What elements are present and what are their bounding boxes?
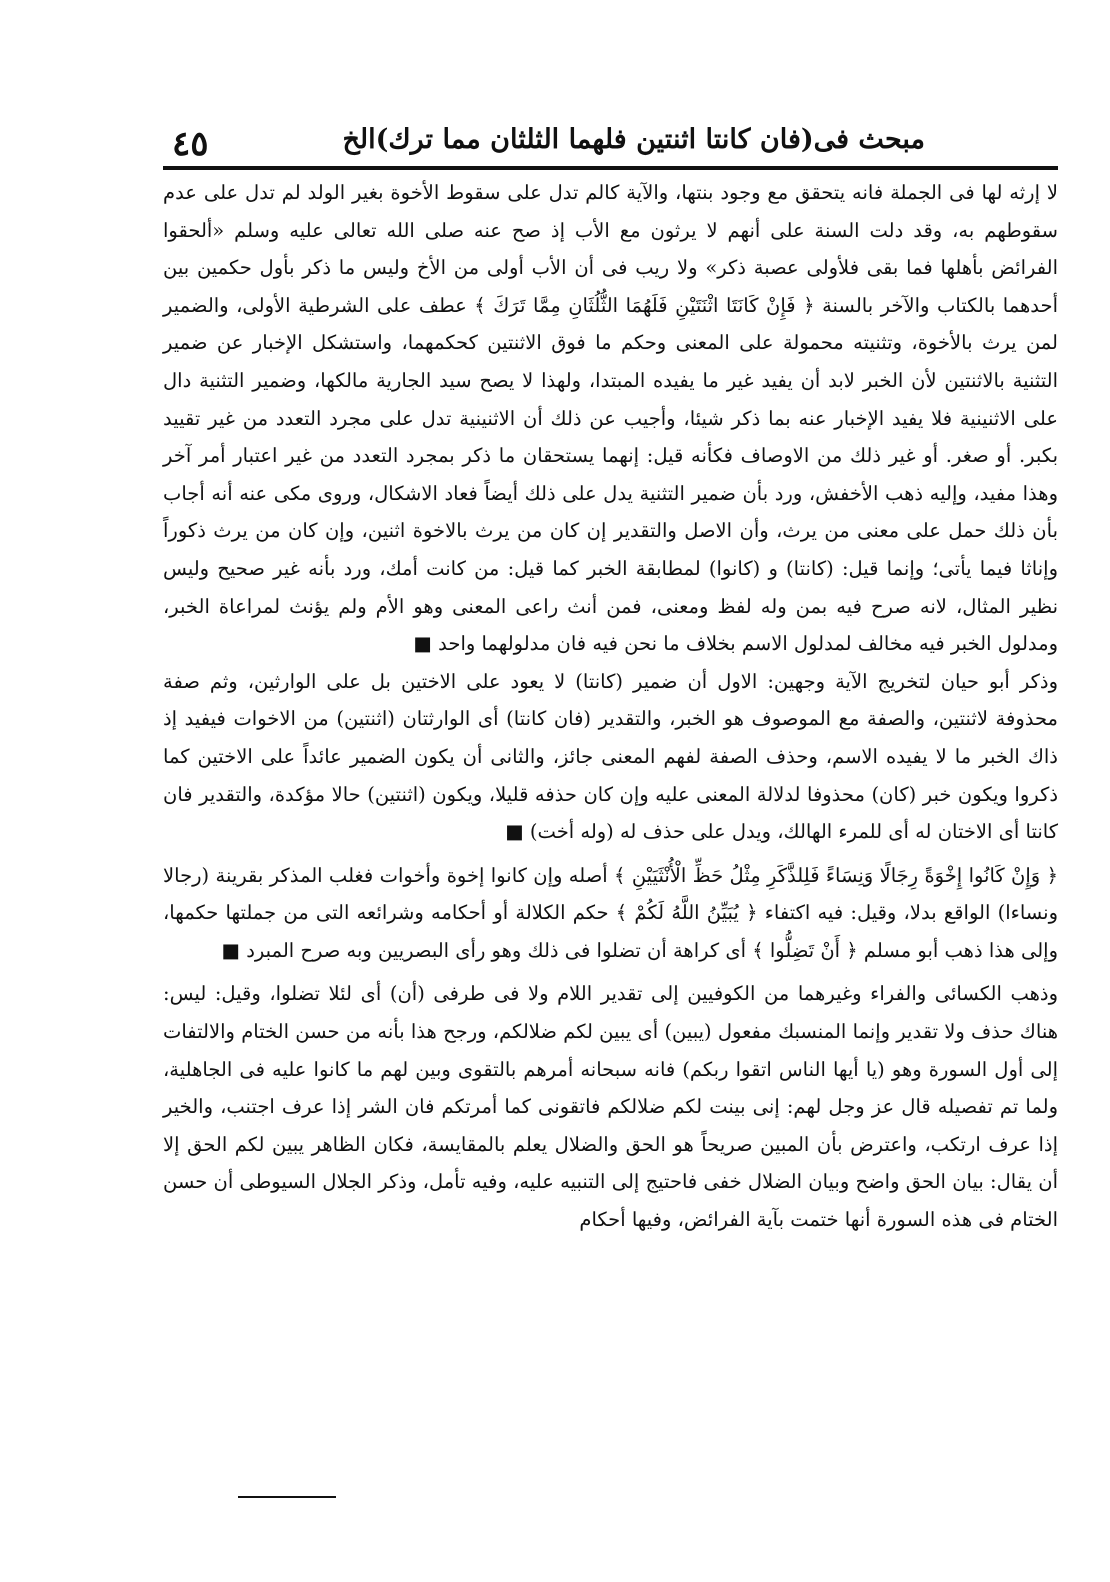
footnote-rule — [238, 1496, 336, 1498]
running-header: مبحث فى(فان كانتا اثنتين فلهما الثلثان مما ترك)الخ — [342, 124, 925, 155]
paragraph: وذكر أبو حيان لتخريج الآية وجهين: الاول أن ضمير (كانتا) لا يعود على الاختين بل على الوارثين، وثم صفة محذوفة لاثنتين، والصفة مع الموصوف هو الخبر، والتقدير (فان كانتا) أى الوارثتان (اثنتين) من الاخوات فيفيد إذ ذاك الخبر ما لا يفيده الاسم، وحذف الصفة لفهم المعنى جائز، والثانى أن يكون الضمير عائداً على الاختين كما ذكروا ويكون خبر (كان) محذوفا لدلالة المعنى عليه وإن كان حذفه قليلا، ويكون (اثنتين) حالا مؤكدة، والتقدير فان كانتا أى الاختان له أى للمرء الهالك، ويدل على حذف له (وله أخت) ■ — [163, 669, 1058, 844]
page-number: ٤٥ — [172, 124, 209, 164]
body-text — [163, 174, 1058, 1239]
paragraph: لا إرثه لها فى الجملة فانه يتحقق مع وجود بنتها، والآية كالم تدل على سقوط الأخوة بغير الولد لم تدل على عدم سقوطهم به، وقد دلت السنة على أنهم لا يرثون مع الأب إذ صح عنه صلى الله تعالى عليه وسلم «ألحقوا الفرائض بأهلها فما بقى فلأولى عصبة ذكر» ولا ريب فى أن الأب أولى من الأخ وليس ما ذكر بأول حكمين بين أحدهما بالكتاب والآخر بالسنة ﴿ فَإِنْ كَانَتَا اثْنَتَيْنِ فَلَهُمَا الثُّلُثَانِ مِمَّا تَرَكَ ﴾ عطف على الشرطية الأولى، والضمير لمن يرث بالأخوة، وتثنيته محمولة على المعنى وحكم ما فوق الاثنتين كحكمهما، واستشكل الإخبار عن ضمير التثنية بالاثنتين لأن الخبر لابد أن يفيد غير ما يفيده المبتدا، ولهذا لا يصح سيد الجارية مالكها، وضمير التثنية دال على الاثنينية فلا يفيد الإخبار عنه بما ذكر شيئا، وأجيب عن ذلك أن الاثنينية تدل على مجرد التعدد من غير تقييد بكبر. أو صغر. أو غير ذلك من الاوصاف فكأنه قيل: إنهما يستحقان ما ذكر بمجرد التعدد من غير اعتبار أمر آخر وهذا مفيد، وإليه ذهب الأخفش، ورد بأن ضمير التثنية يدل على ذلك أيضاً فعاد الاشكال، وروى مكى عنه أنه أجاب بأن ذلك حمل على معنى من يرث، وأن الاصل والتقدير إن كان من يرث بالاخوة اثنين، وإن كان من يرث ذكوراً وإناثا فيما يأتى؛ وإنما قيل: (كانتا) و (كانوا) لمطابقة الخبر كما قيل: من كانت أمك، ورد بأنه غير صحيح وليس نظير المثال، لانه صرح فيه بمن وله لفظ ومعنى، فمن أنث راعى المعنى وهو الأم ولم يؤنث لمراعاة الخبر، ومدلول الخبر فيه مخالف لمدلول الاسم بخلاف ما نحن فيه فان مدلولهما واحد ■ — [163, 181, 1058, 656]
paragraph: وذهب الكسائى والفراء وغيرهما من الكوفيين إلى تقدير اللام ولا فى طرفى (أن) أى لئلا تضلوا، وقيل: ليس: هناك حذف ولا تقدير وإنما المنسبك مفعول (يبين) أى يبين لكم ضلالكم، ورجح هذا بأنه من حسن الختام والالتفات إلى أول السورة وهو (يا أيها الناس اتقوا ربكم) فانه سبحانه أمرهم بالتقوى وبين لهم ما كانوا عليه فى الجاهلية، ولما تم تفصيله قال عز وجل لهم: إنى بينت لكم ضلالكم فاتقونى كما أمرتكم فان الشر إذا عرف اجتنب، والخير إذا عرف ارتكب، واعترض بأن المبين صريحاً هو الحق والضلال يعلم بالمقايسة، فكان الظاهر يبين لكم الحق إلا أن يقال: بيان الحق واضح وبيان الضلال خفى فاحتيج إلى التنبيه عليه، وفيه تأمل، وذكر الجلال السيوطى أن حسن الختام فى هذه السورة أنها ختمت بآية الفرائض، وفيها أحكام — [163, 982, 1058, 1232]
paragraph: ﴿ وَإِنْ كَانُوا إِخْوَةً رِجَالًا وَنِسَاءً فَلِلذَّكَرِ مِثْلُ حَظِّ الْأُنْثَيَيْنِ ﴾ أصله وإن كانوا إخوة وأخوات فغلب المذكر بقرينة (رجالا ونساءا) الواقع بدلا، وقيل: فيه اكتفاء ﴿ يُبَيِّنُ اللَّهُ لَكُمْ ﴾ حكم الكلالة أو أحكامه وشرائعه التى من جملتها حكمها، وإلى هذا ذهب أبو مسلم ﴿ أَنْ تَضِلُّوا ﴾ أى كراهة أن تضلوا فى ذلك وهو رأى البصريين وبه صرح المبرد ■ — [163, 863, 1058, 962]
header-rule — [163, 166, 1058, 170]
